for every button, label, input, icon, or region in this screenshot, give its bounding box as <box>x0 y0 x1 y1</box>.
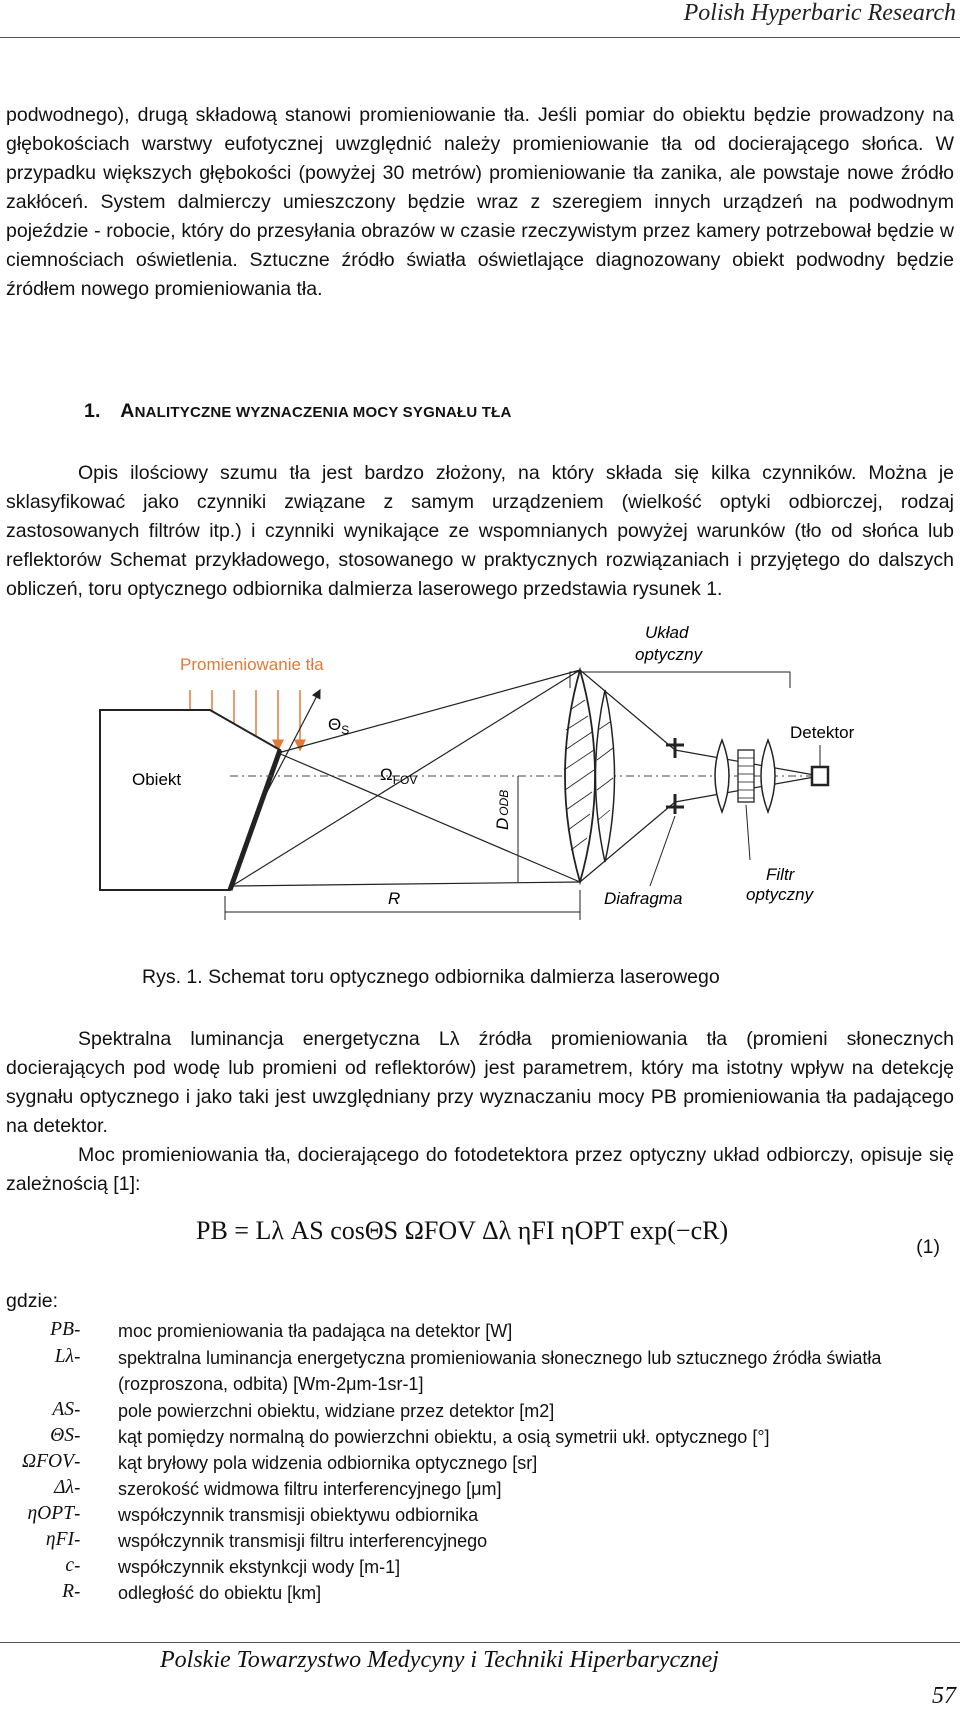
journal-title: Polish Hyperbaric Research <box>683 0 956 26</box>
filter-label-line1: Filtr <box>766 865 795 884</box>
footer-society: Polskie Towarzystwo Medycyny i Techniki Hiperbarycznej <box>160 1647 719 1673</box>
object-shape <box>100 710 280 890</box>
optics-label-line1: Układ <box>645 623 689 642</box>
paragraph-luminance: Spektralna luminancja energetyczna Lλ źródła promieniowania tła (promieni słonecznych docierających pod wodę lub promieni od reflektorów) jest parametrem, który ma istotny wpływ na detekcję sygnału optycznego i jako taki jest uwzględniany przy wyznaczaniu mocy PB promieniowania tła padającego na detektor. <box>6 1028 954 1137</box>
optical-path-figure <box>130 623 950 980</box>
legend-symbol: Lλ <box>54 1346 74 1367</box>
legend-description: współczynnik transmisji filtru interferencyjnego <box>118 1531 488 1551</box>
legend-dash: - <box>74 1346 81 1368</box>
object-label: Obiekt <box>132 770 182 789</box>
legend-symbol: ΩFOV <box>21 1451 74 1472</box>
legend-dash: - <box>74 1529 81 1551</box>
diameter-label <box>493 790 512 830</box>
detector-label: Detektor <box>790 723 855 742</box>
legend-description: odległość do obiektu [km] <box>118 1583 322 1603</box>
equation: PB = Lλ AS cosΘS ΩFOV Δλ ηFI ηOPT exp(−cR) <box>196 1216 729 1245</box>
header-rule <box>0 37 960 38</box>
section-title-rest: NALITYCZNE WYZNACZENIA MOCY SYGNAŁU TŁA <box>134 404 512 421</box>
legend-symbol: ηOPT <box>27 1503 74 1524</box>
optical-rays <box>232 670 820 886</box>
legend-intro: gdzie: <box>6 1290 59 1312</box>
paragraph-power: Moc promieniowania tła, docierającego do fotodetektora przez optyczny układ odbiorczy, opisuje się zależnością [1]: <box>6 1144 954 1195</box>
legend-description: współczynnik transmisji obiektywu odbiornika <box>118 1505 479 1525</box>
legend-description: moc promieniowania tła padająca na detektor [W] <box>118 1321 513 1341</box>
page-header <box>0 0 960 38</box>
section-title-initial: A <box>120 400 135 422</box>
omega-symbol: Ω <box>380 765 393 784</box>
equation-number: (1) <box>916 1236 940 1258</box>
legend-dash: - <box>74 1319 81 1341</box>
legend-symbol: ΘS <box>50 1425 74 1446</box>
diameter-symbol: D <box>493 817 512 830</box>
legend-description: kąt bryłowy pola widzenia odbiornika optycznego [sr] <box>118 1453 538 1473</box>
paragraph-noise: Opis ilościowy szumu tła jest bardzo złożony, na który składa się kilka czynników. Można je sklasyfikować jako czynniki związane z samym urządzeniem (wielkość optyki odbiorczej, rodzaj zastosowanych filtrów itp.) i czynniki wynikające ze wspomnianych powyżej warunków (tło od słońca lub reflektorów Schemat przykładowego, stosowanego w praktycznych rozwiązaniach i przyjętego do dalszych obliczeń, toru optycznego odbiornika dalmierza laserowego przedstawia rysunek 1. <box>6 462 954 600</box>
theta-label <box>328 715 349 737</box>
legend-symbol: Δλ <box>54 1477 74 1498</box>
main-lens <box>564 670 595 882</box>
legend-dash: - <box>74 1399 81 1421</box>
legend-description: spektralna luminancja energetyczna promieniowania słonecznego lub sztucznego źródła światła (rozproszona, odbita) [Wm-2μm-1sr-1] <box>118 1348 882 1394</box>
legend-dash: - <box>74 1503 81 1525</box>
legend-dash: - <box>74 1555 81 1577</box>
optics-bracket <box>570 672 790 688</box>
legend-symbol: PB <box>50 1319 74 1340</box>
detector-box <box>812 767 828 785</box>
section-heading <box>84 400 512 423</box>
legend-symbol: c <box>65 1555 74 1576</box>
distance-label: R <box>388 889 401 908</box>
paragraph-intro: podwodnego), drugą składową stanowi promieniowanie tła. Jeśli pomiar do obiektu będzie prowadzony na głębokościach warstwy eufotycznej uwzględnić należy promieniowanie tła od docierającego słońca. W przypadku większych głębokości (powyżej 30 metrów) promieniowanie tła zanika, ale powstaje nowe źródło zakłóceń. System dalmierczy umieszczony będzie wraz z szeregiem innych urządzeń na podwodnym pojeździe - robocie, który do przesyłania obrazów w czasie rzeczywistym przez kamery potrzebował będzie w ciemnościach oświetlenia. Sztuczne źródło światła oświetlające diagnozowany obiekt podwodny będzie źródłem nowego promieniowania tła. <box>6 104 954 300</box>
diameter-subscript: ODB <box>497 789 511 816</box>
diaphragm-label: Diafragma <box>604 889 683 908</box>
legend-dash: - <box>74 1581 81 1603</box>
background-radiation-label: Promieniowanie tła <box>180 655 324 674</box>
legend-description: współczynnik ekstynkcji wody [m-1] <box>118 1557 401 1577</box>
figure-caption: Rys. 1. Schemat toru optycznego odbiornika dalmierza laserowego <box>142 966 720 988</box>
legend-description: pole powierzchni obiektu, widziane przez detektor [m2] <box>118 1401 555 1421</box>
footer-rule <box>0 1642 960 1643</box>
legend-symbol: ηFI <box>45 1529 74 1550</box>
omega-subscript: FOV <box>392 773 418 787</box>
legend-description: kąt pomiędzy normalną do powierzchni obiektu, a osią symetrii ukł. optycznego [°] <box>118 1427 770 1447</box>
theta-symbol: Θ <box>328 715 342 734</box>
second-lens <box>596 690 615 862</box>
legend-dash: - <box>74 1451 81 1473</box>
filter-label-line2: optyczny <box>746 885 814 904</box>
theta-subscript: S <box>341 723 350 737</box>
page-number: 57 <box>932 1683 956 1709</box>
filter-pointer <box>746 805 750 860</box>
legend-symbol: R <box>62 1581 74 1602</box>
legend-dash: - <box>74 1477 81 1499</box>
optics-label-line2: optyczny <box>635 645 703 664</box>
legend-symbol: AS <box>52 1399 74 1420</box>
legend-dash: - <box>74 1425 81 1447</box>
omega-label <box>380 765 417 787</box>
section-number: 1. <box>84 400 101 422</box>
diaphragm-pointer <box>650 816 675 886</box>
filter-lenses <box>715 740 775 812</box>
legend-description: szerokość widmowa filtru interferencyjnego [μm] <box>118 1479 502 1499</box>
